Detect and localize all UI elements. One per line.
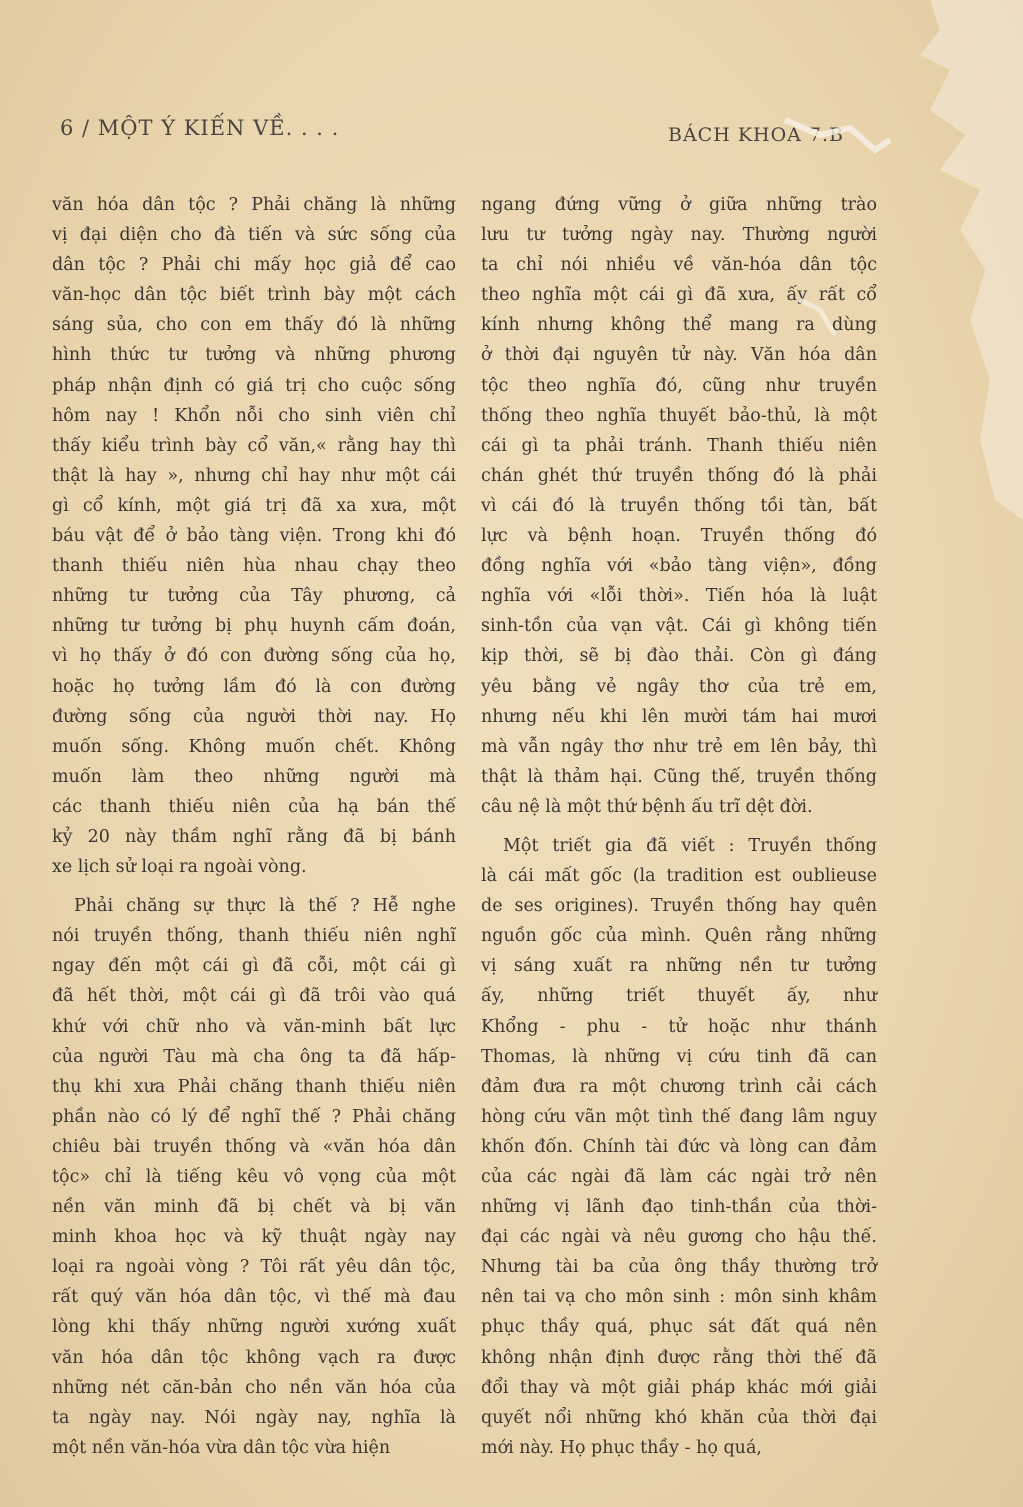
text-line: sinh-tồn của vạn vật. Cái gì không tiến xyxy=(481,616,877,637)
text-line: phần nào có lý để nghĩ thế ? Phải chăng xyxy=(52,1106,456,1127)
text-line: văn hóa dân tộc ? Phải chăng là những xyxy=(52,195,456,215)
text-line: những vị lãnh đạo tinh-thần của thời- xyxy=(481,1197,877,1218)
text-line: không nhận định được rằng thời thế đã xyxy=(481,1347,877,1368)
text-line: văn-học dân tộc biết trình bày một cách xyxy=(52,285,456,306)
text-line: tộc» chỉ là tiếng kêu vô vọng của một xyxy=(52,1167,456,1187)
text-line: quyết nổi những khó khăn của thời đại xyxy=(481,1407,877,1428)
text-line: vị sáng xuất ra những nền tư tưởng xyxy=(481,956,877,977)
text-line: vì họ thấy ở đó con đường sống của họ, xyxy=(52,646,456,667)
text-line: thật là hay », nhưng chỉ hay như một cái xyxy=(52,465,456,486)
text-line: Khổng - phu - tử hoặc như thánh xyxy=(481,1016,877,1037)
text-line: hình thức tư tưởng và những phương xyxy=(52,345,456,366)
text-line: hôm nay ! Khổn nỗi cho sinh viên chỉ xyxy=(52,405,456,426)
text-line: Nhưng tài ba của ông thầy thường trở xyxy=(481,1257,877,1278)
text-line: vị đại diện cho đà tiến và sức sống của xyxy=(52,225,456,246)
text-line: của các ngài đã làm các ngài trở nên xyxy=(481,1167,877,1187)
text-line: Một triết gia đã viết : Truyền thống xyxy=(503,835,877,856)
text-line: ta ngày nay. Nói ngày nay, nghĩa là xyxy=(52,1407,456,1428)
text-line: khốn đốn. Chính tài đức và lòng can đảm xyxy=(481,1136,877,1157)
text-line: nghĩa với «lỗi thời». Tiến hóa là luật xyxy=(481,586,877,607)
text-line: muốn làm theo những người mà xyxy=(52,766,456,787)
text-line: những nét căn-bản cho nền văn hóa của xyxy=(52,1377,456,1398)
text-line: tộc theo nghĩa đó, cũng như truyền xyxy=(481,375,877,396)
paragraph-break xyxy=(52,882,456,891)
text-line: các thanh thiếu niên của hạ bán thế xyxy=(52,796,456,817)
text-line: đảm đưa ra một chương trình cải cách xyxy=(481,1076,877,1097)
right-text-column xyxy=(481,190,877,1463)
text-line: Thomas, là những vị cứu tinh đã can xyxy=(481,1046,877,1067)
text-line: xe lịch sử loại ra ngoài vòng. xyxy=(52,857,307,878)
page-header-left: 6 / MỘT Ý KIẾN VỀ. . . . xyxy=(60,116,340,140)
text-line: đồng nghĩa với «bảo tàng viện», đồng xyxy=(481,556,877,577)
text-line: khứ với chữ nho và văn-minh bất lực xyxy=(52,1016,456,1037)
text-line: mà vẫn ngây thơ như trẻ em lên bảy, thì xyxy=(481,736,877,757)
text-line: rất quý văn hóa dân tộc, vì thế mà đau xyxy=(52,1287,456,1308)
text-line: nhưng nếu khi lên mười tám hai mươi xyxy=(481,706,877,727)
text-line: ta chỉ nói nhiều về văn-hóa dân tộc xyxy=(481,255,877,276)
text-line: ở thời đại nguyên tử này. Văn hóa dân xyxy=(481,345,877,366)
text-line: hòng cứu vãn một tình thế đang lâm nguy xyxy=(481,1106,877,1127)
text-line: đường sống của người thời nay. Họ xyxy=(52,706,456,727)
text-line: nền văn minh đã bị chết và bị văn xyxy=(52,1197,456,1218)
text-line: kính nhưng không thể mang ra dùng xyxy=(481,315,877,336)
text-line: đổi thay và một giải pháp khác mới giải xyxy=(481,1377,877,1398)
text-line: mới này. Họ phục thầy - họ quá, xyxy=(481,1437,762,1458)
text-line: báu vật để ở bảo tàng viện. Trong khi đó xyxy=(52,526,456,547)
text-line: những tư tưởng của Tây phương, cả xyxy=(52,586,456,607)
text-line: pháp nhận định có giá trị cho cuộc sống xyxy=(52,375,456,396)
text-line: kịp thời, sẽ bị đào thải. Còn gì đáng xyxy=(481,646,877,667)
page-header-right: BÁCH KHOA 7.B xyxy=(668,124,845,146)
text-line: gì cổ kính, một giá trị đã xa xưa, một xyxy=(52,495,456,516)
text-line: chán ghét thứ truyền thống đó là phải xyxy=(481,465,877,486)
text-line: phục thầy quá, phục sát đất quá nên xyxy=(481,1317,877,1338)
text-line: theo nghĩa một cái gì đã xưa, ấy rất cổ xyxy=(481,285,877,306)
text-line: là cái mất gốc (la tradition est oublieuse xyxy=(481,866,877,887)
text-line: yêu bằng vẻ ngây thơ của trẻ em, xyxy=(481,676,877,697)
text-line: dân tộc ? Phải chi mấy học giả để cao xyxy=(52,255,456,276)
text-line: đại các ngài và nêu gương cho hậu thế. xyxy=(481,1227,877,1248)
text-line: văn hóa dân tộc không vạch ra được xyxy=(52,1347,456,1368)
text-line: sáng sủa, cho con em thấy đó là những xyxy=(52,315,456,336)
text-line: ấy, những triết thuyết ấy, như xyxy=(481,986,877,1007)
text-line: de ses origines). Truyền thống hay quên xyxy=(481,896,877,917)
text-line: lực và bệnh hoạn. Truyền thống đó xyxy=(481,526,877,547)
text-line: vì cái đó là truyền thống tồi tàn, bất xyxy=(481,495,877,516)
text-line: hoặc họ tưởng lầm đó là con đường xyxy=(52,676,456,697)
text-line: một nền văn-hóa vừa dân tộc vừa hiện xyxy=(52,1437,391,1458)
text-line: đã hết thời, một cái gì đã trôi vào quá xyxy=(52,986,456,1007)
text-line: loại ra ngoài vòng ? Tôi rất yêu dân tộc, xyxy=(52,1257,456,1278)
text-line: câu nệ là một thứ bệnh ấu trĩ dệt đời. xyxy=(481,796,813,817)
text-line: muốn sống. Không muốn chết. Không xyxy=(52,736,456,757)
text-line: chiêu bài truyền thống và «văn hóa dân xyxy=(52,1136,456,1157)
text-line: ngay đến một cái gì đã cỗi, một cái gì xyxy=(52,956,456,977)
text-line: nói truyền thống, thanh thiếu niên nghĩ xyxy=(52,926,456,947)
text-line: nguồn gốc của mình. Quên rằng những xyxy=(481,926,877,947)
text-line: thụ khi xưa Phải chăng thanh thiếu niên xyxy=(52,1076,456,1097)
text-line: Phải chăng sự thực là thế ? Hễ nghe xyxy=(74,896,456,917)
text-line: lưu tư tưởng ngày nay. Thường người xyxy=(481,225,877,246)
text-line: thanh thiếu niên hùa nhau chạy theo xyxy=(52,556,456,577)
text-line: thống theo nghĩa thuyết bảo-thủ, là một xyxy=(481,405,877,426)
text-line: thật là thảm hại. Cũng thế, truyền thống xyxy=(481,766,877,787)
text-line: ngang đứng vững ở giữa những trào xyxy=(481,195,877,215)
text-line: nên tai vạ cho môn sinh : môn sinh khâm xyxy=(481,1287,877,1308)
text-line: những tư tưởng bị phụ huynh cấm đoán, xyxy=(52,616,456,637)
text-line: cái gì ta phải tránh. Thanh thiếu niên xyxy=(481,435,877,456)
paragraph-break xyxy=(481,822,877,831)
text-line: của người Tàu mà cha ông ta đã hấp- xyxy=(52,1046,456,1067)
text-line: thấy kiểu trình bày cổ văn,« rằng hay thì xyxy=(52,435,456,456)
text-line: lòng khi thấy những người xướng xuất xyxy=(52,1317,456,1338)
text-line: kỷ 20 này thầm nghĩ rằng đã bị bánh xyxy=(52,826,456,847)
left-text-column xyxy=(52,190,456,1463)
text-line: minh khoa học và kỹ thuật ngày nay xyxy=(52,1227,456,1248)
